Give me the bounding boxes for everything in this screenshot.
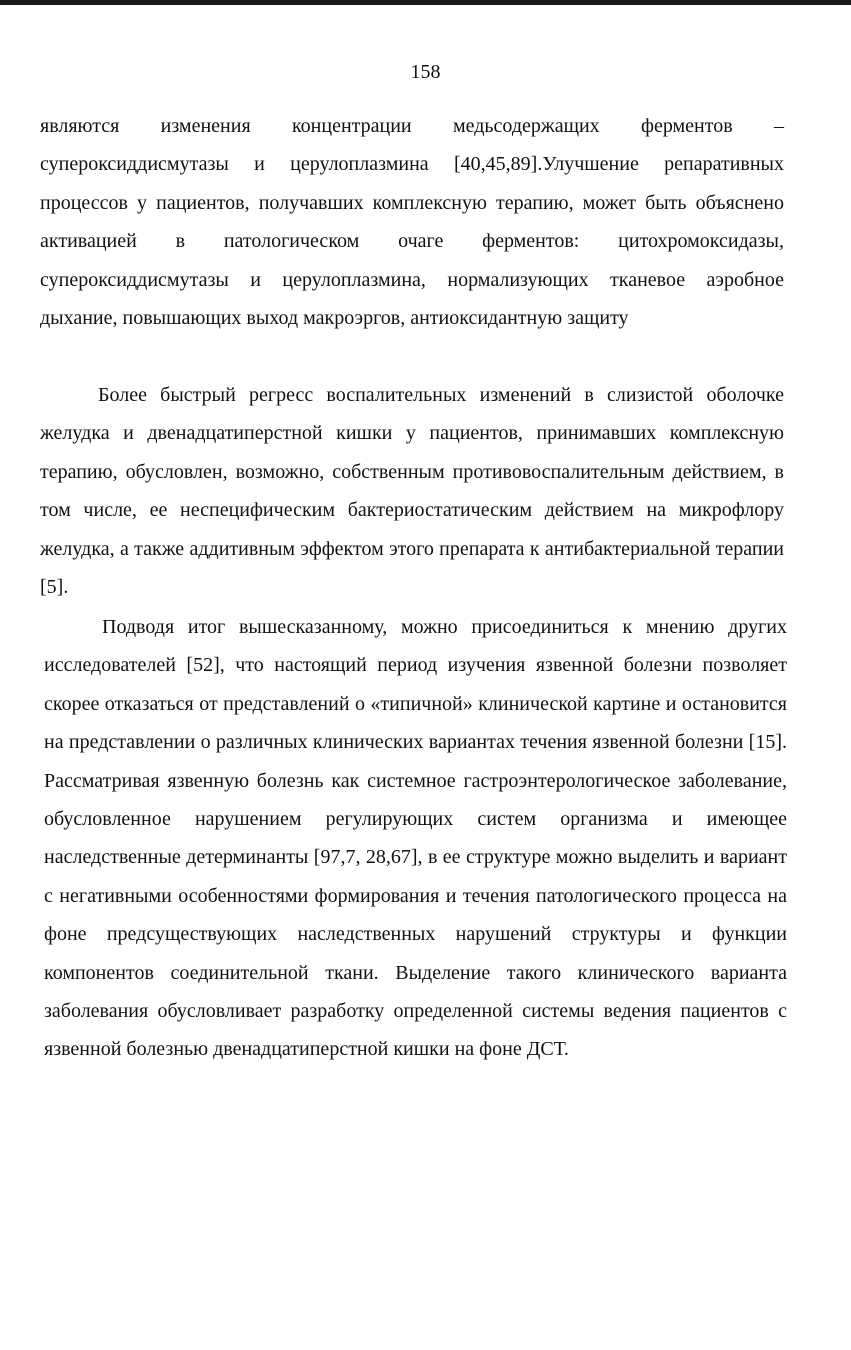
paragraph-conclusion	[44, 608, 787, 1069]
scan-top-border	[0, 0, 851, 5]
paragraph-text: являются изменения концентрации медьсодержащих ферментов – супероксиддисмутазы и церулоплазмина [40,45,89].Улучшение репаративных процессов у пациентов, получавших комплексную терапию, может быть объяснено активацией в патологическом очаге ферментов: цитохромоксидазы, супероксиддисмутазы и церулоплазмина, нормализующих тканевое аэробное дыхание, повышающих выход макроэргов, антиоксидантную защиту	[40, 115, 784, 330]
paragraph-text: Подводя итог вышесказанному, можно присоединиться к мнению других исследователей [52], что настоящий период изучения язвенной болезни позволяет скорее отказаться от представлений о «типичной» клинической картине и остановится на представлении о различных клинических вариантах течения язвенной болезни [15]. Рассматривая язвенную болезнь как системное гастроэнтерологическое заболевание, обусловленное нарушением регулирующих систем организма и имеющее наследственные детерминанты [97,7, 28,67], в ее структуре можно выделить и вариант с негативными особенностями формирования и течения патологического процесса на фоне предсуществующих наследственных нарушений структуры и функции компонентов соединительной ткани. Выделение такого клинического варианта заболевания обусловливает разработку определенной системы ведения пациентов с язвенной болезнью двенадцатиперстной кишки на фоне ДСТ.	[44, 616, 787, 1061]
paragraph-continuation	[40, 107, 784, 337]
paragraph-text: Более быстрый регресс воспалительных изменений в слизистой оболочке желудка и двенадцатиперстной кишки у пациентов, принимавших комплексную терапию, обусловлен, возможно, собственным противовоспалительным действием, в том числе, ее неспецифическим бактериостатическим действием на микрофлору желудка, а также аддитивным эффектом этого препарата к антибактериальной терапии [5].	[40, 384, 784, 599]
page-number: 158	[410, 61, 441, 83]
paragraph-regression	[40, 376, 784, 606]
